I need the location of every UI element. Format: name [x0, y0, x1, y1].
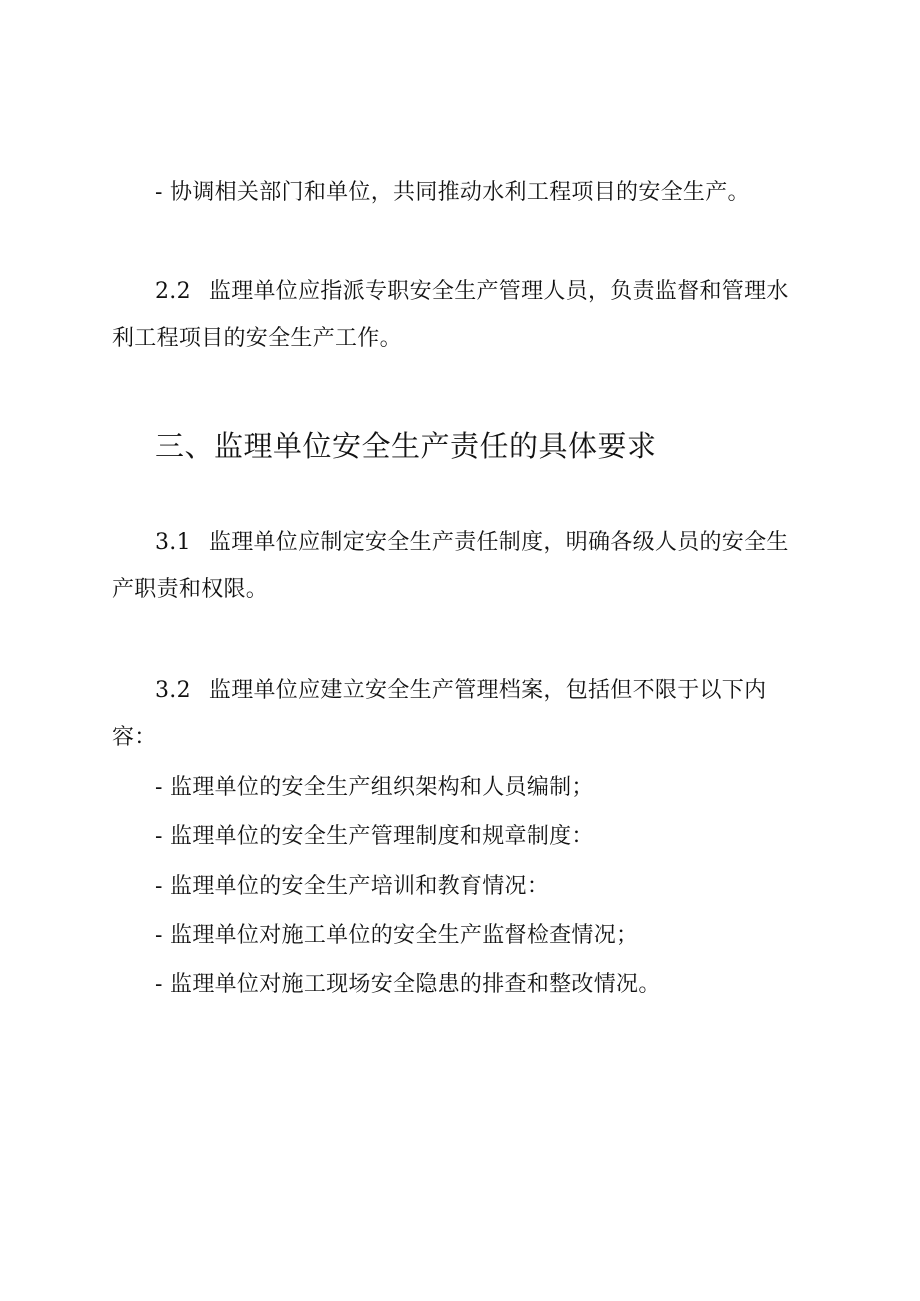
paragraph-2-2-text-1: 监理单位应指派专职安全生产管理人员，负责监督和管理水 [208, 279, 789, 304]
paragraph-3-2-text-1: 监理单位应建立安全生产管理档案，包括但不限于以下内 [208, 678, 767, 703]
paragraph-2-2-number: 2.2 [155, 279, 191, 304]
list-item: - 监理单位的安全生产组织架构和人员编制； [155, 775, 594, 800]
list-item: - 监理单位对施工单位的安全生产监督检查情况； [155, 923, 639, 948]
paragraph-3-1-number: 3.1 [155, 530, 191, 555]
paragraph-2-2-line-2: 利工程项目的安全生产工作。 [112, 326, 402, 351]
list-item: - 监理单位的安全生产管理制度和规章制度： [155, 824, 594, 849]
list-item: - 监理单位的安全生产培训和教育情况： [155, 874, 550, 899]
paragraph-3-2-number: 3.2 [155, 678, 191, 703]
paragraph-3-2-line-1 [155, 676, 766, 706]
paragraph-2-2-line-1 [155, 277, 789, 307]
paragraph-3-1-text-1: 监理单位应制定安全生产责任制度，明确各级人员的安全生 [208, 530, 789, 555]
bullet-coordinate-departments: - 协调相关部门和单位，共同推动水利工程项目的安全生产。 [155, 180, 750, 205]
section-3-heading: 三、监理单位安全生产责任的具体要求 [155, 429, 657, 463]
paragraph-3-2-line-2: 容： [112, 725, 157, 750]
paragraph-3-1-line-1 [155, 528, 789, 558]
paragraph-3-1-line-2: 产职责和权限。 [112, 577, 269, 602]
list-item: - 监理单位对施工现场安全隐患的排查和整改情况。 [155, 972, 661, 997]
